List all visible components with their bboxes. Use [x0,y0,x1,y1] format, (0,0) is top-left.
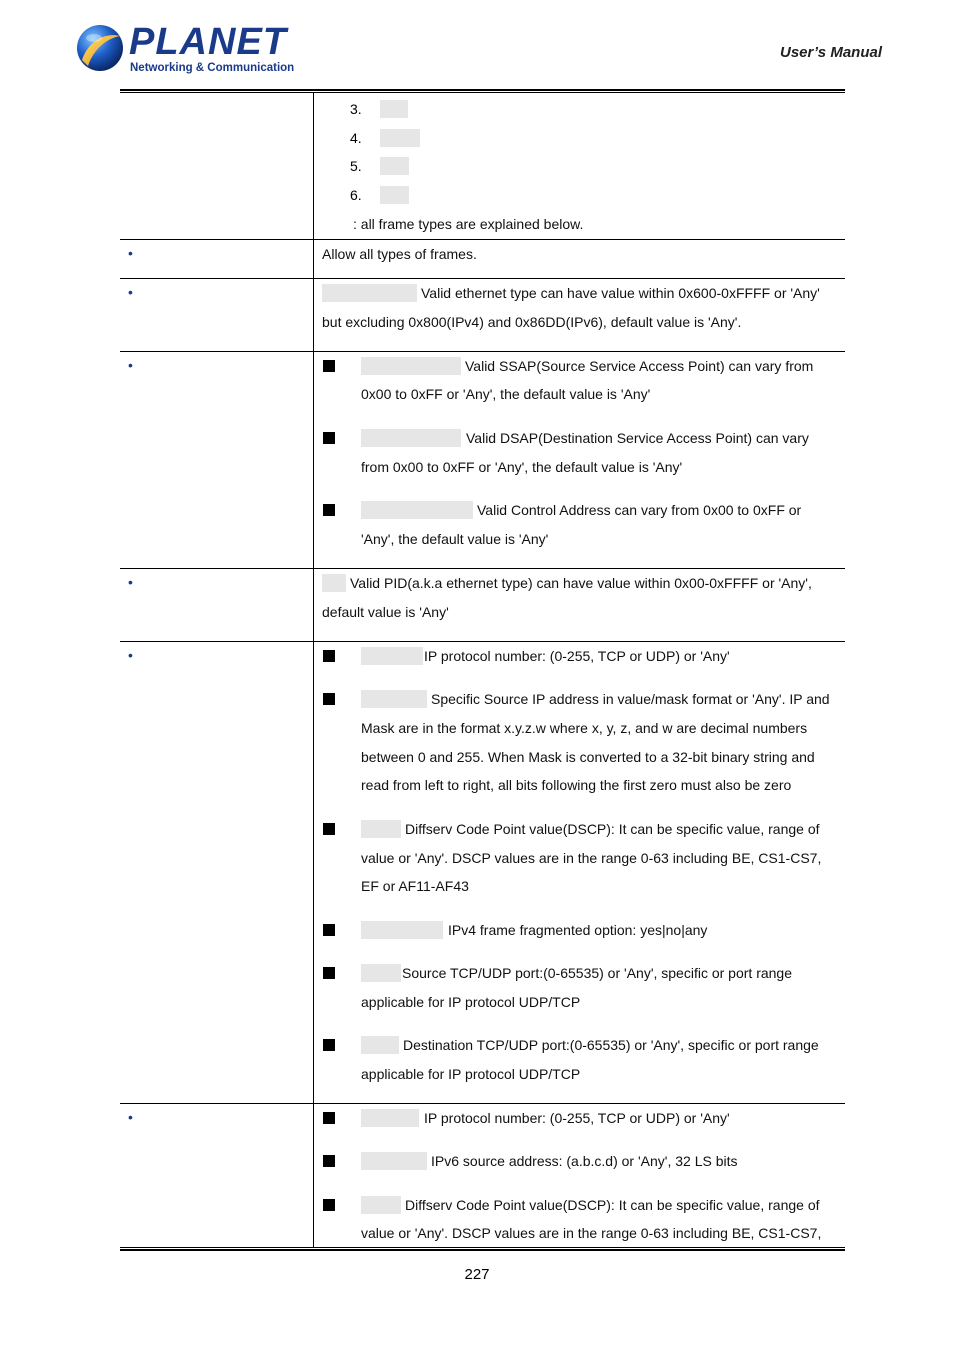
square-bullet-icon [323,432,335,444]
page-number: 227 [464,1266,490,1283]
redacted-label [361,820,401,838]
square-bullet-icon [323,823,335,835]
redacted-label [380,157,409,175]
bullet-icon: • [128,245,133,261]
manual-title: User’s Manual [780,44,882,61]
bullet-icon: • [128,574,133,590]
ethernet-description-line1: Valid ethernet type can have value within 0x600-0xFFFF or 'Any' [421,285,820,301]
ssap-description-line1: Valid SSAP(Source Service Access Point) can vary from [465,358,814,374]
list-number: 6. [350,187,362,203]
bottom-rule [120,1247,845,1251]
ssap-description-line2: 0x00 to 0xFF or 'Any', the default value is 'Any' [361,386,651,402]
logo-tagline: Networking & Communication [130,62,295,74]
list-number: 5. [350,158,362,174]
square-bullet-icon [323,1199,335,1211]
control-description-line2: 'Any', the default value is 'Any' [361,531,549,547]
redacted-label [380,129,420,147]
redacted-label [361,1109,419,1127]
redacted-label [380,100,408,118]
redacted-label [361,647,423,665]
ipv4-protocol-description: IP protocol number: (0-255, TCP or UDP) or 'Any' [424,648,730,664]
dsap-description-line2: from 0x00 to 0xFF or 'Any', the default value is 'Any' [361,459,683,475]
row-divider [120,278,845,279]
ipv4-sip-description-line3: between 0 and 255. When Mask is converted to a 32-bit binary string and [361,749,815,765]
redacted-label [322,574,346,592]
bullet-icon: • [128,1109,133,1125]
bullet-icon: • [128,357,133,373]
bullet-icon: • [128,647,133,663]
ipv4-sip-description-line2: Mask are in the format x.y.z.w where x, y, z, and w are decimal numbers [361,720,808,736]
ipv6-dscp-description-line2: value or 'Any'. DSCP values are in the range 0-63 including BE, CS1-CS7, [361,1225,822,1241]
ipv6-sip-description: IPv6 source address: (a.b.c.d) or 'Any', 32 LS bits [431,1153,738,1169]
ipv4-sport-description-line2: applicable for IP protocol UDP/TCP [361,994,581,1010]
globe-icon [74,22,126,74]
square-bullet-icon [323,1039,335,1051]
redacted-label [361,1196,401,1214]
redacted-label [361,357,461,375]
ipv4-dport-description-line2: applicable for IP protocol UDP/TCP [361,1066,581,1082]
ipv4-dscp-description-line3: EF or AF11-AF43 [361,878,469,894]
top-rule [120,89,845,93]
snap-description-line1: Valid PID(a.k.a ethernet type) can have value within 0x00-0xFFFF or 'Any', [350,575,812,591]
square-bullet-icon [323,1155,335,1167]
redacted-label [361,690,427,708]
ipv4-sip-description-line4: read from left to right, all bits following the first zero must also be zero [361,777,792,793]
row-divider [120,568,845,569]
list-number: 4. [350,130,362,146]
frame-types-note: : all frame types are explained below. [353,216,584,232]
square-bullet-icon [323,360,335,372]
any-description: Allow all types of frames. [322,246,477,262]
redacted-label [361,921,443,939]
ipv4-dscp-description-line1: Diffserv Code Point value(DSCP): It can be specific value, range of [405,821,820,837]
snap-description-line2: default value is 'Any' [322,604,449,620]
row-divider [120,351,845,352]
ethernet-description-line2: but excluding 0x800(IPv4) and 0x86DD(IPv6), default value is 'Any'. [322,314,742,330]
ipv4-dport-description-line1: Destination TCP/UDP port:(0-65535) or 'Any', specific or port range [403,1037,819,1053]
redacted-label [322,284,417,302]
ipv4-sport-description-line1: Source TCP/UDP port:(0-65535) or 'Any', specific or port range [402,965,793,981]
redacted-label [380,186,409,204]
redacted-label [361,1152,427,1170]
ipv6-dscp-description-line1: Diffserv Code Point value(DSCP): It can be specific value, range of [405,1197,820,1213]
row-divider [120,239,845,240]
page-header [0,0,954,90]
redacted-label [361,964,401,982]
row-divider [120,641,845,642]
square-bullet-icon [323,693,335,705]
redacted-label [361,1036,399,1054]
square-bullet-icon [323,504,335,516]
redacted-label [361,501,473,519]
square-bullet-icon [323,924,335,936]
square-bullet-icon [323,967,335,979]
square-bullet-icon [323,1112,335,1124]
column-divider [313,93,314,1247]
dsap-description-line1: Valid DSAP(Destination Service Access Point) can vary [466,430,809,446]
bullet-icon: • [128,284,133,300]
ipv4-fragment-description: IPv4 frame fragmented option: yes|no|any [448,922,708,938]
square-bullet-icon [323,650,335,662]
planet-logo [74,21,295,78]
logo-wordmark: PLANET [129,21,287,63]
list-number: 3. [350,101,362,117]
ipv4-sip-description-line1: Specific Source IP address in value/mask format or 'Any'. IP and [431,691,830,707]
row-divider [120,1103,845,1104]
ipv4-dscp-description-line2: value or 'Any'. DSCP values are in the range 0-63 including BE, CS1-CS7, [361,850,822,866]
control-description-line1: Valid Control Address can vary from 0x00 to 0xFF or [477,502,802,518]
redacted-label [361,429,461,447]
ipv6-protocol-description: IP protocol number: (0-255, TCP or UDP) or 'Any' [424,1110,730,1126]
